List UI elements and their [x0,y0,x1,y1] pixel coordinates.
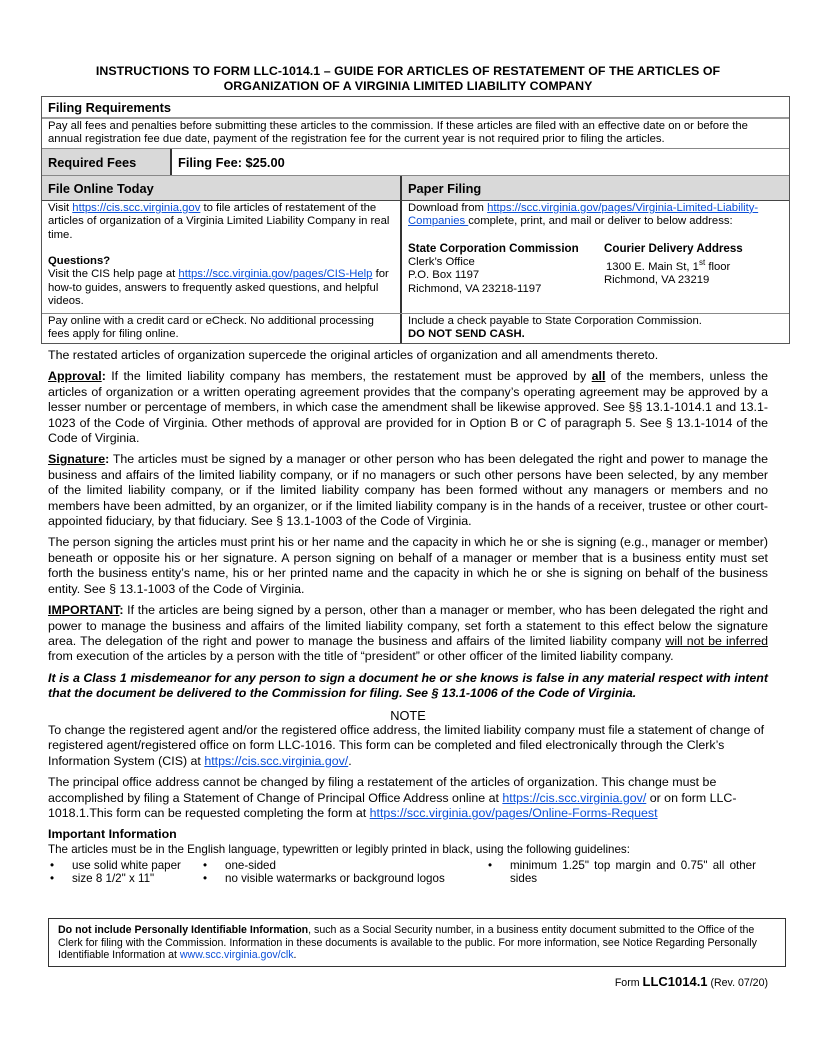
guideline-item: • minimum 1.25" top margin and 0.75" all other sides [486,859,756,886]
cis-link-principal-office[interactable]: https://cis.scc.virginia.gov/ [502,790,647,805]
pii-notice-box: Do not include Personally Identifiable Information, such as a Social Security number, in a business entity document submitted to the Office of the Clerk for filing with the Commission. Information in these documents is available to the public. For more information, see Notice Regarding Personally Identifiable Information at www.scc.virginia.gov/clk. [48,918,786,967]
form-number: LLC1014.1 [642,974,708,989]
payment-row [42,313,789,343]
form-footer: Form LLC1014.1 (Rev. 07/20) [614,974,768,989]
required-fees-label: Required Fees [42,149,172,175]
mailing-addresses [408,242,783,297]
important-info-intro: The articles must be in the English language, typewritten or legibly printed in black, using the following guidelines: [48,842,630,856]
paper-download-text: Download from https://scc.virginia.gov/pages/Virginia-Limited-Liability-Companies complete, print, and mail or deliver to below address: [408,201,759,228]
person-signing-paragraph: The person signing the articles must print his or her name and the capacity in which he or she is signing (e.g., manager or member) beneath or opposite his or her signature. A person signing on behalf of a manager or member that is a business entity must set forth the business entity’s name, his or her printed name and the capacity in which he or she is signing on behalf of the business entity. See § 13.1-1003 of the Code of Virginia. [48,535,768,596]
online-visit-text: Visit https://cis.scc.virginia.gov to file articles of restatement of the articles of organization of a Virginia Limited Liability Company in real time. [48,201,390,241]
important-paragraph: IMPORTANT: If the articles are being signed by a person, other than a manager or member, who has been delegated the right and power to manage the business and affairs of the limited liability company, set forth a statement to this effect below the signature area. The delegation of the right and power to manage the business and affairs of the limited liability company will not be inferred from execution of the articles by a person with the title of “president” or other officer of the limited liability company. [48,603,768,664]
cis-portal-link[interactable]: https://cis.scc.virginia.gov [72,201,201,214]
guideline-item: • use solid white paper [48,859,201,873]
online-forms-request-link[interactable]: https://scc.virginia.gov/pages/Online-Forms-Request [369,805,658,820]
signature-label: Signature [48,452,106,467]
mail-address-heading: State Corporation Commission [408,241,579,255]
courier-address-heading: Courier Delivery Address [604,241,743,255]
online-help-text: Visit the CIS help page at https://scc.virginia.gov/pages/CIS-Help for how-to guides, answers to frequently asked questions, and helpful videos. [48,268,389,308]
courier-address: Courier Delivery Address 1300 E. Main St, 1st floor Richmond, VA 23219 [604,241,743,287]
required-fees-row [42,148,789,175]
questions-heading: Questions? [48,255,111,268]
paper-filing-details [402,201,789,313]
filing-info-table [41,96,790,344]
cis-link-registered-agent[interactable]: https://cis.scc.virginia.gov/ [204,753,349,768]
file-online-details [42,201,402,313]
clerk-info-link[interactable]: www.scc.virginia.gov/clk [179,949,294,962]
no-cash-warning: DO NOT SEND CASH. [408,328,525,341]
llc-forms-link[interactable]: https://scc.virginia.gov/pages/Virginia-Limited-Liability-Companies [408,201,759,228]
cis-help-link[interactable]: https://scc.virginia.gov/pages/CIS-Help [178,268,373,281]
guideline-item: • size 8 1/2" x 11" [48,872,201,886]
signature-paragraph: Signature: The articles must be signed by a manager or other person who has been delegated the right and power to manage the business and affairs of the limited liability company, or if no managers or such other persons have been selected, by any member of the limited liability company, or if the limited liability company has been formed without any managers or members and no members have been admitted, by an organizer, or if the limited liability company is in the hands of a receiver, trustee or other court-appointed fiduciary, by that fiduciary. See § 13.1-1003 of the Code of Virginia. [48,452,768,529]
form-revision: (Rev. 07/20) [707,977,768,989]
filing-requirements-header-row [42,97,789,117]
important-label: IMPORTANT [48,603,120,618]
document-header [47,64,769,94]
guidelines-list [48,859,768,886]
guideline-item: • no visible watermarks or background logos [201,872,486,886]
important-info-heading: Important Information [48,827,177,842]
misdemeanor-warning: It is a Class 1 misdemeanor for any person to sign a document he or she knows is false in any material respect with intent that the document be delivered to the Commission for filing. See § 13.1-1006 of the Code of Virginia. [48,670,768,701]
approval-paragraph: Approval: If the limited liability company has members, the restatement must be approved by all of the members, unless the articles of organization or a written operating agreement provides that the company’s operating agreement may be approved by a lesser number or percentage of members, in which case the amendment shall be likewise approved. See §§ 13.1-1014.1 and 13.1-1023 of the Code of Virginia. Other methods of approval are provided for in Option B or C of paragraph 5. See § 13.1-1014 of the Code of Virginia. [48,369,768,446]
filing-methods-header-row [42,175,789,200]
note-heading: NOTE [390,707,426,723]
filing-requirements-row [42,117,789,148]
online-payment-text: Pay online with a credit card or eCheck. No additional processing fees apply for filing online. [42,314,402,343]
note-principal-office-paragraph: The principal office address cannot be changed by filing a restatement of the articles of organization. This change must be accomplished by filing a Statement of Change of Principal Office Address online at https://cis.scc.virginia.gov/ or on form LLC-1018.1.This form can be requested completing the form at https://scc.virginia.gov/pages/Online-Forms-Request [48,775,737,820]
paper-payment-text: Include a check payable to State Corporation Commission. DO NOT SEND CASH. [402,314,789,343]
pii-warning-bold: Do not include Personally Identifiable Information [58,924,309,936]
supercede-paragraph: The restated articles of organization supercede the original articles of organization and all amendments thereto. [48,348,659,362]
note-registered-agent-paragraph: To change the registered agent and/or the registered office address, the limited liability company must file a statement of change of registered agent/registered office on form LLC-1016. This form can be completed and filed electronically through the Clerk’s Information System (CIS) at https://cis.scc.virginia.gov/. [48,722,765,768]
file-online-heading: File Online Today [42,176,402,200]
instructions-body [48,348,768,886]
document-title: INSTRUCTIONS TO FORM LLC-1014.1 – GUIDE FOR ARTICLES OF RESTATEMENT OF THE ARTICLES OF ORGANIZATION OF A VIRGINIA LIMITED LIABILITY COMPANY [95,64,721,93]
filing-requirements-heading: Filing Requirements [48,100,172,115]
filing-methods-details-row [42,200,789,313]
approval-label: Approval [48,369,102,384]
filing-requirements-text: Pay all fees and penalties before submitting these articles to the commission. If these articles are filed with an effective date on or before the annual registration fee due date, payment of the registration fee for the current year is not required prior to filing the articles. [48,120,748,146]
guideline-item: • one-sided [201,859,486,873]
filing-fee-value: Filing Fee: $25.00 [178,154,285,170]
mail-address: State Corporation Commission Clerk’s Office P.O. Box 1197 Richmond, VA 23218-1197 [408,241,579,295]
paper-filing-heading: Paper Filing [402,176,789,200]
